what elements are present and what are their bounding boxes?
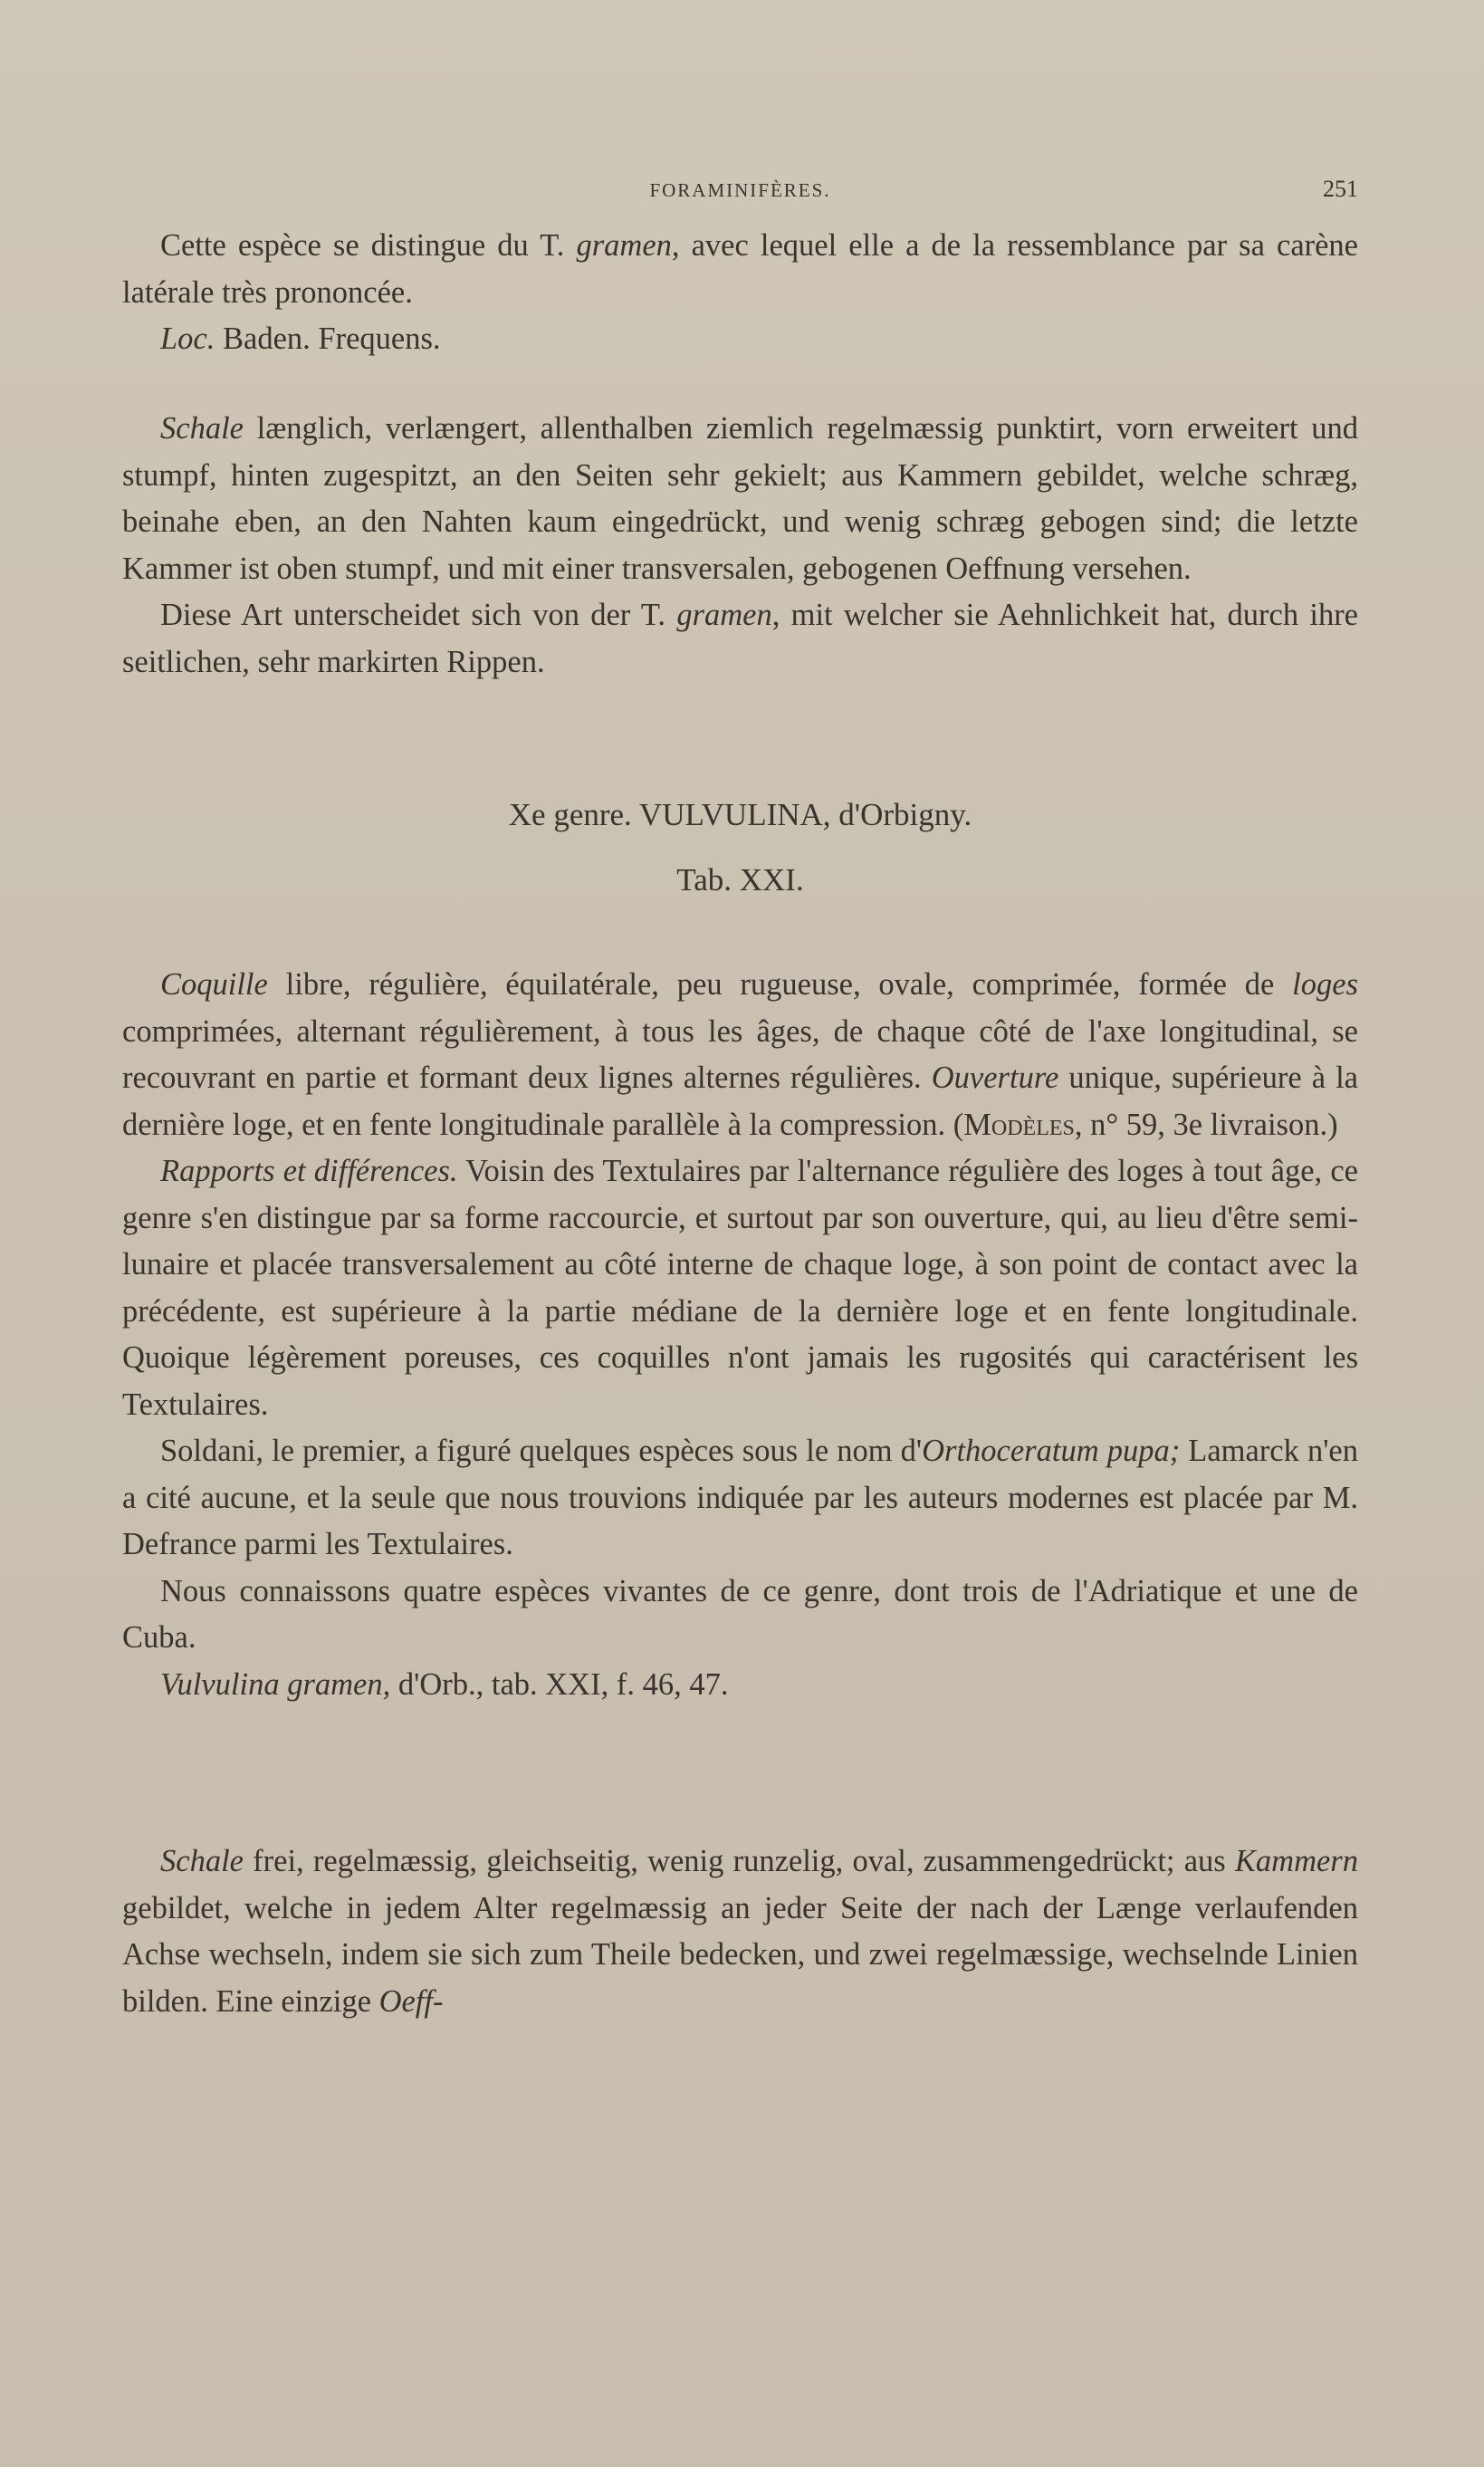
german-species-description (122, 406, 1358, 686)
french-genus-description (122, 962, 1358, 1708)
french-species-remark (122, 223, 1358, 363)
page-header (122, 176, 1358, 210)
paragraph: Coquille libre, régulière, équilatérale, peu rugueuse, ovale, comprimée, formée de loges comprimées, alternant régulièrement, à tous les âges, de chaque côté de l'axe longitudinal, se recouvrant en partie et formant deux lignes alternes régulières. Ouverture unique, supérieure à la dernière loge, et en fente longitudinale parallèle à la compression. (Modèles, n° 59, 3e livraison.) (122, 967, 1358, 1142)
paragraph: Schale længlich, verlængert, allenthalben ziemlich regelmæssig punktirt, vorn erweitert und stumpf, hinten zugespitzt, an den Seiten sehr gekielt; aus Kammern gebildet, welche schræg, beinahe eben, an den Nahten kaum eingedrückt, und wenig schræg gebogen sind; die letzte Kammer ist oben stumpf, und mit einer transversalen, gebogenen Oeffnung versehen. (122, 411, 1358, 586)
genus-heading: Xe genre. VULVULINA, d'Orbigny. (508, 797, 972, 832)
paragraph: Soldani, le premier, a figuré quelques espèces sous le nom d'Orthoceratum pupa; Lamarck n'en a cité aucune, et la seule que nous trouvions indiquée par les auteurs modernes est placée par M. Defrance parmi les Textulaires. (122, 1434, 1358, 1561)
locality-line: Loc. Baden. Frequens. (160, 322, 441, 356)
paragraph: Schale frei, regelmæssig, gleichseitig, wenig runzelig, oval, zusammengedrückt; aus Kammern gebildet, welche in jedem Alter regelmæssig an jeder Seite der nach der Længe verlaufenden Achse wechseln, indem sie sich zum Theile bedecken, und zwei regelmæssige, wechselnde Linien bilden. Eine einzige Oeff- (122, 1844, 1358, 2019)
paragraph: Nous connaissons quatre espèces vivantes de ce genre, dont trois de l'Adriatique et une de Cuba. (122, 1573, 1358, 1655)
german-genus-description (122, 1838, 1358, 2025)
page-number: 251 (1323, 176, 1358, 202)
running-title: FORAMINIFÈRES. (649, 179, 831, 201)
paragraph: Rapports et différences. Voisin des Textulaires par l'alternance régulière des loges à tout âge, ce genre s'en distingue par sa forme raccourcie, et surtout par son ouverture, qui, au lieu d'être semi-lunaire et placée transversalement au côté interne de chaque loge, à son point de contact avec la précédente, est supérieure à la partie médiane de la dernière loge et en fente longitudinale. Quoique légèrement poreuses, ces coquilles n'ont jamais les rugosités qui caractérisent les Textulaires. (122, 1154, 1358, 1422)
paragraph: Diese Art unterscheidet sich von der T. gramen, mit welcher sie Aehnlichkeit hat, durch ihre seitlichen, sehr markirten Rippen. (122, 598, 1358, 679)
species-heading: Vulvulina gramen, d'Orb., tab. XXI, f. 46, 47. (160, 1666, 729, 1702)
paragraph: Cette espèce se distingue du T. gramen, avec lequel elle a de la ressemblance par sa carène latérale très prononcée. (122, 228, 1358, 310)
plate-reference: Tab. XXI. (676, 862, 804, 898)
